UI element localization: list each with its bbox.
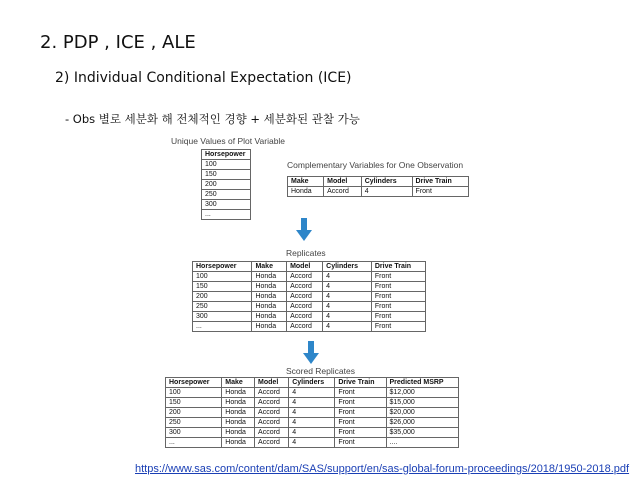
table-cell: Front: [335, 428, 386, 438]
table-cell: $12,000: [386, 388, 458, 398]
table-row: [193, 292, 426, 302]
table-row: [288, 187, 469, 197]
table-row: [166, 438, 459, 448]
table-cell: ...: [193, 322, 252, 332]
table-cell: $35,000: [386, 428, 458, 438]
table-cell: 150: [193, 282, 252, 292]
table-cell: 200: [193, 292, 252, 302]
replicates-caption: Replicates: [286, 248, 326, 258]
table-header-cell: Model: [255, 378, 289, 388]
complementary-table: [287, 176, 469, 197]
table-cell: 4: [361, 187, 412, 197]
table-cell: 4: [289, 398, 335, 408]
table-header-cell: Model: [324, 177, 362, 187]
table-cell: 100: [166, 388, 222, 398]
table-header-cell: Cylinders: [361, 177, 412, 187]
table-cell: 4: [323, 302, 372, 312]
table-cell: 200: [202, 180, 251, 190]
table-cell: Front: [371, 282, 425, 292]
table-cell: Honda: [222, 398, 255, 408]
table-cell: 4: [323, 312, 372, 322]
table-cell: Front: [335, 398, 386, 408]
table-cell: Honda: [222, 408, 255, 418]
table-cell: 100: [202, 160, 251, 170]
table-row: [193, 312, 426, 322]
table-cell: 300: [202, 200, 251, 210]
table-header-row: [166, 378, 459, 388]
down-arrow-icon: [303, 341, 319, 365]
table-header-cell: Make: [222, 378, 255, 388]
table-row: [202, 200, 251, 210]
table-row: [166, 398, 459, 408]
bullet-text: - Obs 별로 세분화 해 전체적인 경향 + 세분화된 관찰 가능: [65, 112, 360, 126]
plot-variable-table: [201, 149, 251, 220]
table-cell: Front: [371, 302, 425, 312]
table-cell: 100: [193, 272, 252, 282]
table-cell: Honda: [288, 187, 324, 197]
table-cell: Honda: [222, 388, 255, 398]
table-cell: Accord: [287, 322, 323, 332]
table-cell: Honda: [252, 312, 287, 322]
complementary-caption: Complementary Variables for One Observation: [287, 160, 464, 170]
table-header-cell: Cylinders: [323, 262, 372, 272]
table-cell: Accord: [287, 272, 323, 282]
table-cell: Accord: [255, 398, 289, 408]
table-header-cell: Model: [287, 262, 323, 272]
table-cell: Honda: [252, 292, 287, 302]
table-cell: 250: [166, 418, 222, 428]
table-header-cell: Drive Train: [412, 177, 468, 187]
table-cell: $20,000: [386, 408, 458, 418]
table-row: [202, 190, 251, 200]
scored-replicates-caption: Scored Replicates: [286, 366, 355, 376]
table-cell: 4: [289, 388, 335, 398]
table-row: [202, 180, 251, 190]
table-cell: Front: [371, 322, 425, 332]
table-cell: 250: [193, 302, 252, 312]
table-cell: 4: [323, 272, 372, 282]
table-cell: Honda: [222, 418, 255, 428]
table-cell: $15,000: [386, 398, 458, 408]
table-cell: Accord: [287, 302, 323, 312]
table-row: [202, 170, 251, 180]
table-cell: 4: [289, 428, 335, 438]
table-row: [193, 272, 426, 282]
table-cell: 150: [166, 398, 222, 408]
table-cell: Front: [335, 408, 386, 418]
table-cell: Honda: [252, 322, 287, 332]
table-header-cell: Drive Train: [335, 378, 386, 388]
source-link[interactable]: https://www.sas.com/content/dam/SAS/support/en/sas-global-forum-proceedings/2018/1950-2018.pdf: [135, 463, 630, 475]
table-cell: Accord: [324, 187, 362, 197]
table-cell: ...: [202, 210, 251, 220]
table-row: [193, 302, 426, 312]
table-cell: Front: [412, 187, 468, 197]
table-cell: Front: [371, 272, 425, 282]
table-row: [202, 160, 251, 170]
table-header-row: [193, 262, 426, 272]
table-cell: Accord: [287, 312, 323, 322]
table-cell: Front: [371, 312, 425, 322]
table-header-cell: Horsepower: [193, 262, 252, 272]
table-row: [193, 282, 426, 292]
table-cell: Accord: [287, 292, 323, 302]
down-arrow-icon: [296, 218, 312, 242]
table-cell: 4: [323, 292, 372, 302]
slide-subheading: 2) Individual Conditional Expectation (ICE): [55, 70, 352, 86]
table-cell: 250: [202, 190, 251, 200]
table-cell: Accord: [255, 388, 289, 398]
table-cell: Honda: [222, 428, 255, 438]
replicates-table: [192, 261, 426, 332]
table-header-cell: Make: [288, 177, 324, 187]
table-cell: Honda: [252, 282, 287, 292]
table-cell: 300: [193, 312, 252, 322]
table-row: [202, 210, 251, 220]
table-cell: Honda: [252, 272, 287, 282]
table-cell: 200: [166, 408, 222, 418]
table-header-row: [288, 177, 469, 187]
slide-heading: 2. PDP , ICE , ALE: [40, 32, 196, 53]
table-header-cell: Horsepower: [202, 150, 251, 160]
table-cell: Accord: [255, 418, 289, 428]
table-header-cell: Drive Train: [371, 262, 425, 272]
table-cell: 4: [323, 322, 372, 332]
table-row: [166, 428, 459, 438]
table-row: [166, 408, 459, 418]
table-cell: Front: [335, 418, 386, 428]
table-cell: Accord: [255, 408, 289, 418]
table-cell: 150: [202, 170, 251, 180]
table-cell: ...: [166, 438, 222, 448]
table-cell: Honda: [222, 438, 255, 448]
table-cell: Front: [335, 438, 386, 448]
table-cell: Accord: [255, 438, 289, 448]
table-cell: Front: [335, 388, 386, 398]
table-header-cell: Cylinders: [289, 378, 335, 388]
table-cell: 4: [323, 282, 372, 292]
table-row: [193, 322, 426, 332]
table-cell: 4: [289, 438, 335, 448]
table-cell: 300: [166, 428, 222, 438]
table-cell: $26,000: [386, 418, 458, 428]
table-cell: Accord: [287, 282, 323, 292]
table-row: [166, 388, 459, 398]
table-cell: ....: [386, 438, 458, 448]
table-header-cell: Horsepower: [166, 378, 222, 388]
table-cell: Honda: [252, 302, 287, 312]
table-header-cell: Make: [252, 262, 287, 272]
scored-replicates-table: [165, 377, 459, 448]
table-cell: Front: [371, 292, 425, 302]
table-cell: 4: [289, 408, 335, 418]
table-cell: 4: [289, 418, 335, 428]
table-header-cell: Predicted MSRP: [386, 378, 458, 388]
table-row: [166, 418, 459, 428]
table-cell: Accord: [255, 428, 289, 438]
plot-variable-caption: Unique Values of Plot Variable: [171, 136, 286, 146]
